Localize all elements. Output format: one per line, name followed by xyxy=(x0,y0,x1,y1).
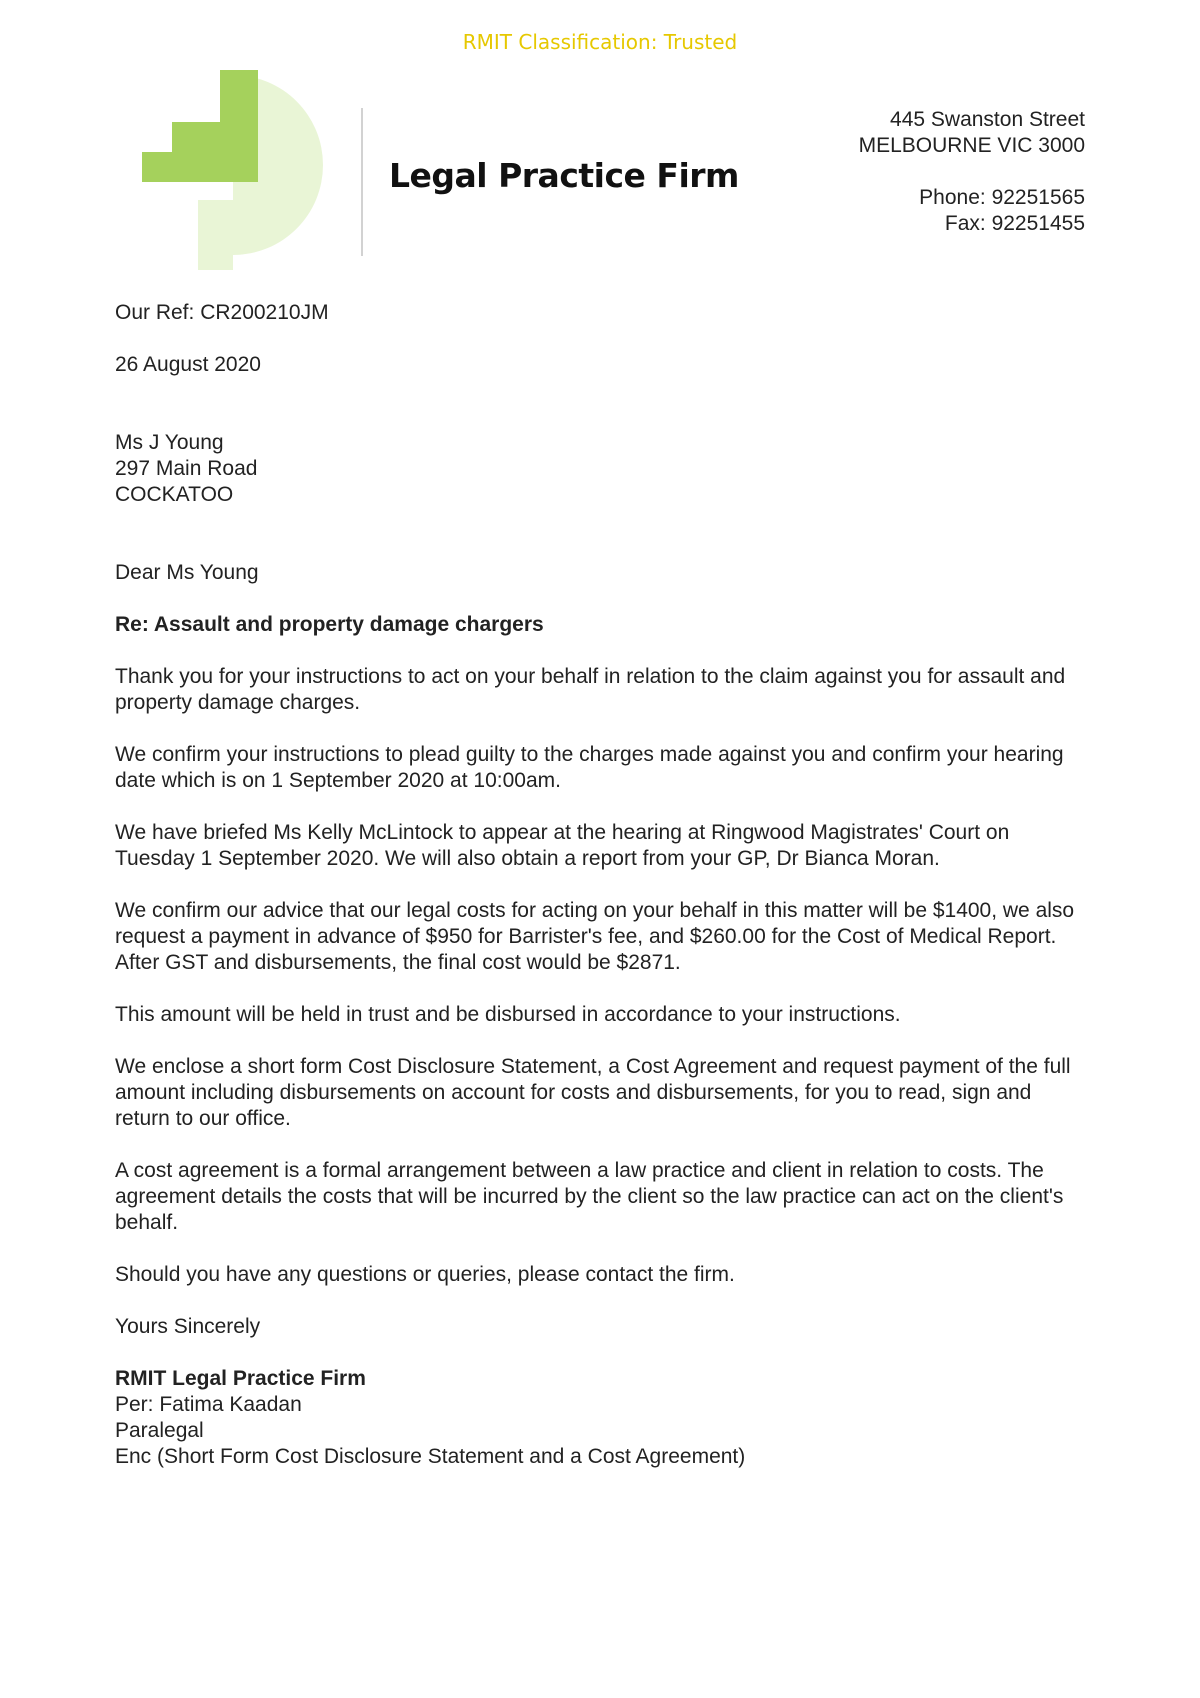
recipient-address xyxy=(115,430,1090,508)
logo-light-block xyxy=(198,200,233,255)
paragraph-costs: We confirm our advice that our legal costs for acting on your behalf in this matter will be $1400, we also request a payment in advance of $950 for Barrister's fee, and $260.00 for the Cost of Medical Report. After GST and disbursements, the final cost would be $2871. xyxy=(115,899,1075,974)
paragraph-instructions: Thank you for your instructions to act on your behalf in relation to the claim against you for assault and property damage charges. xyxy=(115,665,1066,714)
paragraph-trust: This amount will be held in trust and be disbursed in accordance to your instructions. xyxy=(115,1003,901,1026)
signature-block xyxy=(115,1366,1090,1470)
letter-body xyxy=(115,300,1090,1470)
paragraph-cost-agreement: A cost agreement is a formal arrangement between a law practice and client in relation to costs. The agreement details the costs that will be incurred by the client so the law practice can act on the client's behalf. xyxy=(115,1159,1064,1234)
paragraph-plea: We confirm your instructions to plead guilty to the charges made against you and confirm your hearing date which is on 1 September 2020 at 10:00am. xyxy=(115,743,1064,792)
subject-line: Re: Assault and property damage chargers xyxy=(115,613,544,636)
our-ref: Our Ref: CR200210JM xyxy=(115,301,329,324)
firm-name: Legal Practice Firm xyxy=(389,156,739,195)
paragraph-questions: Should you have any questions or queries, please contact the firm. xyxy=(115,1263,735,1286)
logo-divider xyxy=(361,108,363,256)
address-line-2: MELBOURNE VIC 3000 xyxy=(858,134,1085,157)
signature-per: Per: Fatima Kaadan xyxy=(115,1393,302,1416)
closing: Yours Sincerely xyxy=(115,1315,261,1338)
salutation: Dear Ms Young xyxy=(115,561,259,584)
enclosure-note: Enc (Short Form Cost Disclosure Statement and a Cost Agreement) xyxy=(115,1445,746,1468)
firm-logo xyxy=(138,70,378,270)
signature-firm: RMIT Legal Practice Firm xyxy=(115,1367,366,1390)
paragraph-barrister: We have briefed Ms Kelly McLintock to appear at the hearing at Ringwood Magistrates' Court on Tuesday 1 September 2020. We will also obtain a report from your GP, Dr Bianca Moran. xyxy=(115,821,1010,870)
address-line-1: 445 Swanston Street xyxy=(890,108,1085,131)
signature-role: Paralegal xyxy=(115,1419,204,1442)
recipient-street: 297 Main Road xyxy=(115,457,258,480)
firm-address-block xyxy=(859,107,1085,237)
recipient-suburb: COCKATOO xyxy=(115,483,234,506)
fax-number: Fax: 92251455 xyxy=(944,212,1085,235)
phone-number: Phone: 92251565 xyxy=(919,186,1085,209)
recipient-name: Ms J Young xyxy=(115,431,224,454)
letter-date: 26 August 2020 xyxy=(115,353,261,376)
classification-label: RMIT Classification: Trusted xyxy=(462,30,738,54)
paragraph-enclosure: We enclose a short form Cost Disclosure Statement, a Cost Agreement and request payment of the full amount including disbursements on account for costs and disbursements, for you to read, sign and return to our office. xyxy=(115,1055,1071,1130)
logo-green-steps xyxy=(142,70,258,182)
